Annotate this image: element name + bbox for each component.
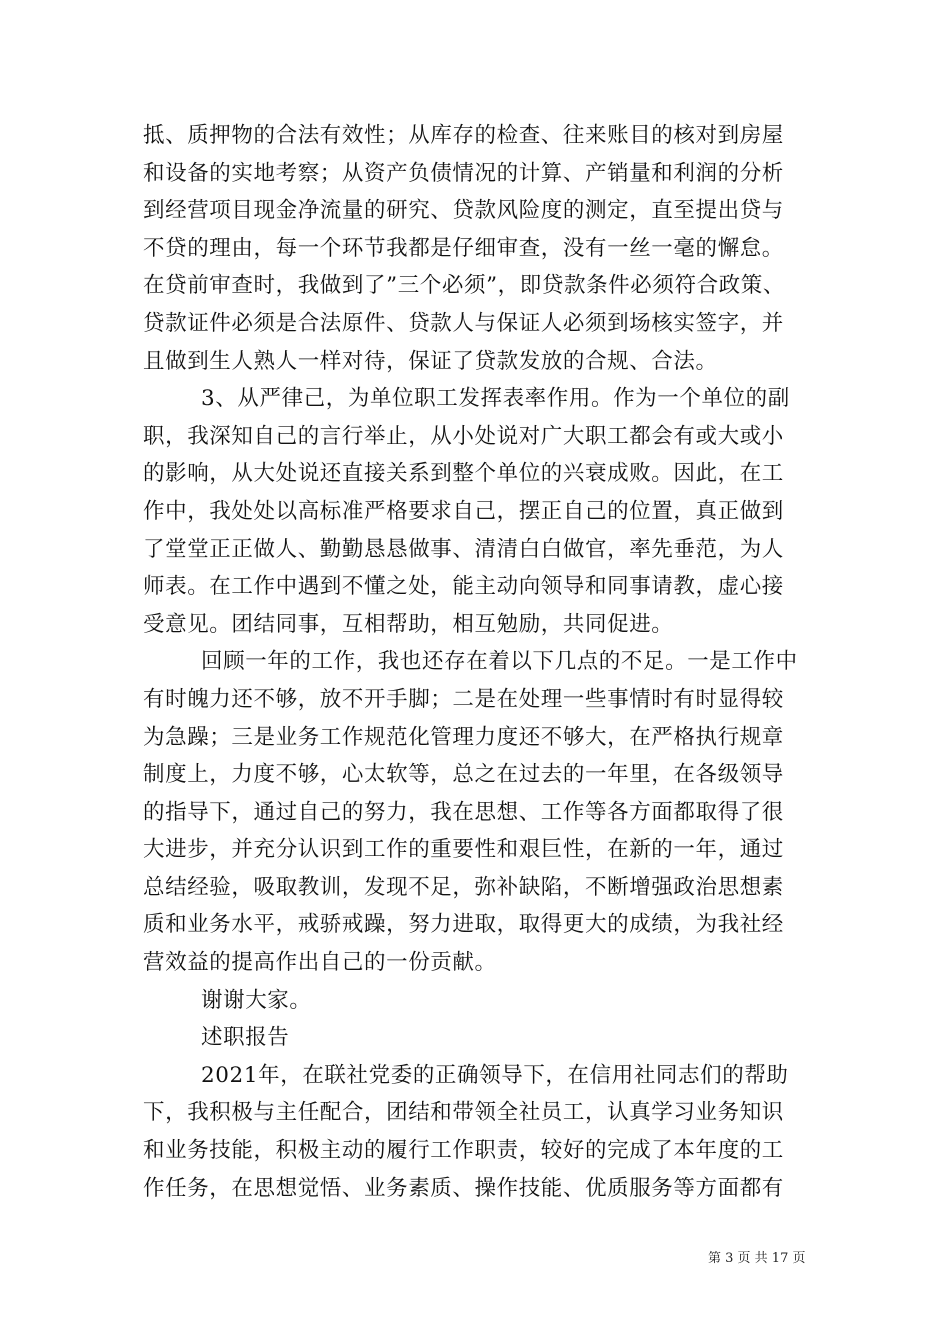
- text-line: 营效益的提高作出自己的一份贡献。: [143, 950, 497, 976]
- text-line: 和设备的实地考察；从资产负债情况的计算、产销量和利润的分析: [143, 160, 784, 186]
- document-body: [143, 117, 813, 1207]
- text-line: 且做到生人熟人一样对待，保证了贷款发放的合规、合法。: [143, 348, 718, 374]
- closing-line: 谢谢大家。: [201, 987, 312, 1013]
- text-line: 的影响，从大处说还直接关系到整个单位的兴衰成败。因此，在工: [143, 461, 784, 487]
- text-line: 到经营项目现金净流量的研究、贷款风险度的测定，直至提出贷与: [143, 198, 784, 224]
- text-line: 受意见。团结同事，互相帮助，相互勉励，共同促进。: [143, 611, 674, 637]
- text-line: 有时魄力还不够，放不开手脚；二是在处理一些事情时有时显得较: [143, 686, 784, 712]
- text-line: 和业务技能，积极主动的履行工作职责，较好的完成了本年度的工: [143, 1138, 784, 1164]
- text-line: 不贷的理由，每一个环节我都是仔细审查，没有一丝一毫的懈怠。: [143, 235, 784, 261]
- text-line: 在贷前审查时，我做到了”三个必须”，即贷款条件必须符合政策、: [143, 273, 785, 299]
- text-line: 师表。在工作中遇到不懂之处，能主动向领导和同事请教，虚心接: [143, 574, 784, 600]
- text-line: 质和业务水平，戒骄戒躁，努力进取，取得更大的成绩，为我社经: [143, 912, 784, 938]
- paragraph-start-line: 2021年，在联社党委的正确领导下，在信用社同志们的帮助: [201, 1062, 789, 1088]
- text-line: 的指导下，通过自己的努力，我在思想、工作等各方面都取得了很: [143, 799, 784, 825]
- text-line: 贷款证件必须是合法原件、贷款人与保证人必须到场核实签字，并: [143, 310, 784, 336]
- text-line: 抵、质押物的合法有效性；从库存的检查、往来账目的核对到房屋: [143, 123, 784, 148]
- text-line: 作中，我处处以高标准严格要求自己，摆正自己的位置，真正做到: [143, 498, 784, 524]
- page-number: 第 3 页 共 17 页: [708, 1251, 806, 1266]
- paragraph-start-line: 3、从严律己，为单位职工发挥表率作用。作为一个单位的副: [201, 386, 790, 412]
- text-line: 为急躁；三是业务工作规范化管理力度还不够大，在严格执行规章: [143, 724, 784, 750]
- text-line: 制度上，力度不够，心太软等，总之在过去的一年里，在各级领导: [143, 762, 784, 788]
- text-line: 总结经验，吸取教训，发现不足，弥补缺陷，不断增强政治思想素: [143, 874, 784, 900]
- text-line: 下，我积极与主任配合，团结和带领全社员工，认真学习业务知识: [143, 1100, 784, 1126]
- text-line: 大进步，并充分认识到工作的重要性和艰巨性，在新的一年，通过: [143, 837, 784, 863]
- paragraph-start-line: 回顾一年的工作，我也还存在着以下几点的不足。一是工作中: [201, 649, 798, 675]
- section-heading: 述职报告: [201, 1025, 290, 1051]
- text-line: 作任务，在思想觉悟、业务素质、操作技能、优质服务等方面都有: [143, 1175, 784, 1201]
- text-line: 了堂堂正正做人、勤勤恳恳做事、清清白白做官，率先垂范，为人: [143, 536, 784, 562]
- text-line: 职，我深知自己的言行举止，从小处说对广大职工都会有或大或小: [143, 423, 784, 449]
